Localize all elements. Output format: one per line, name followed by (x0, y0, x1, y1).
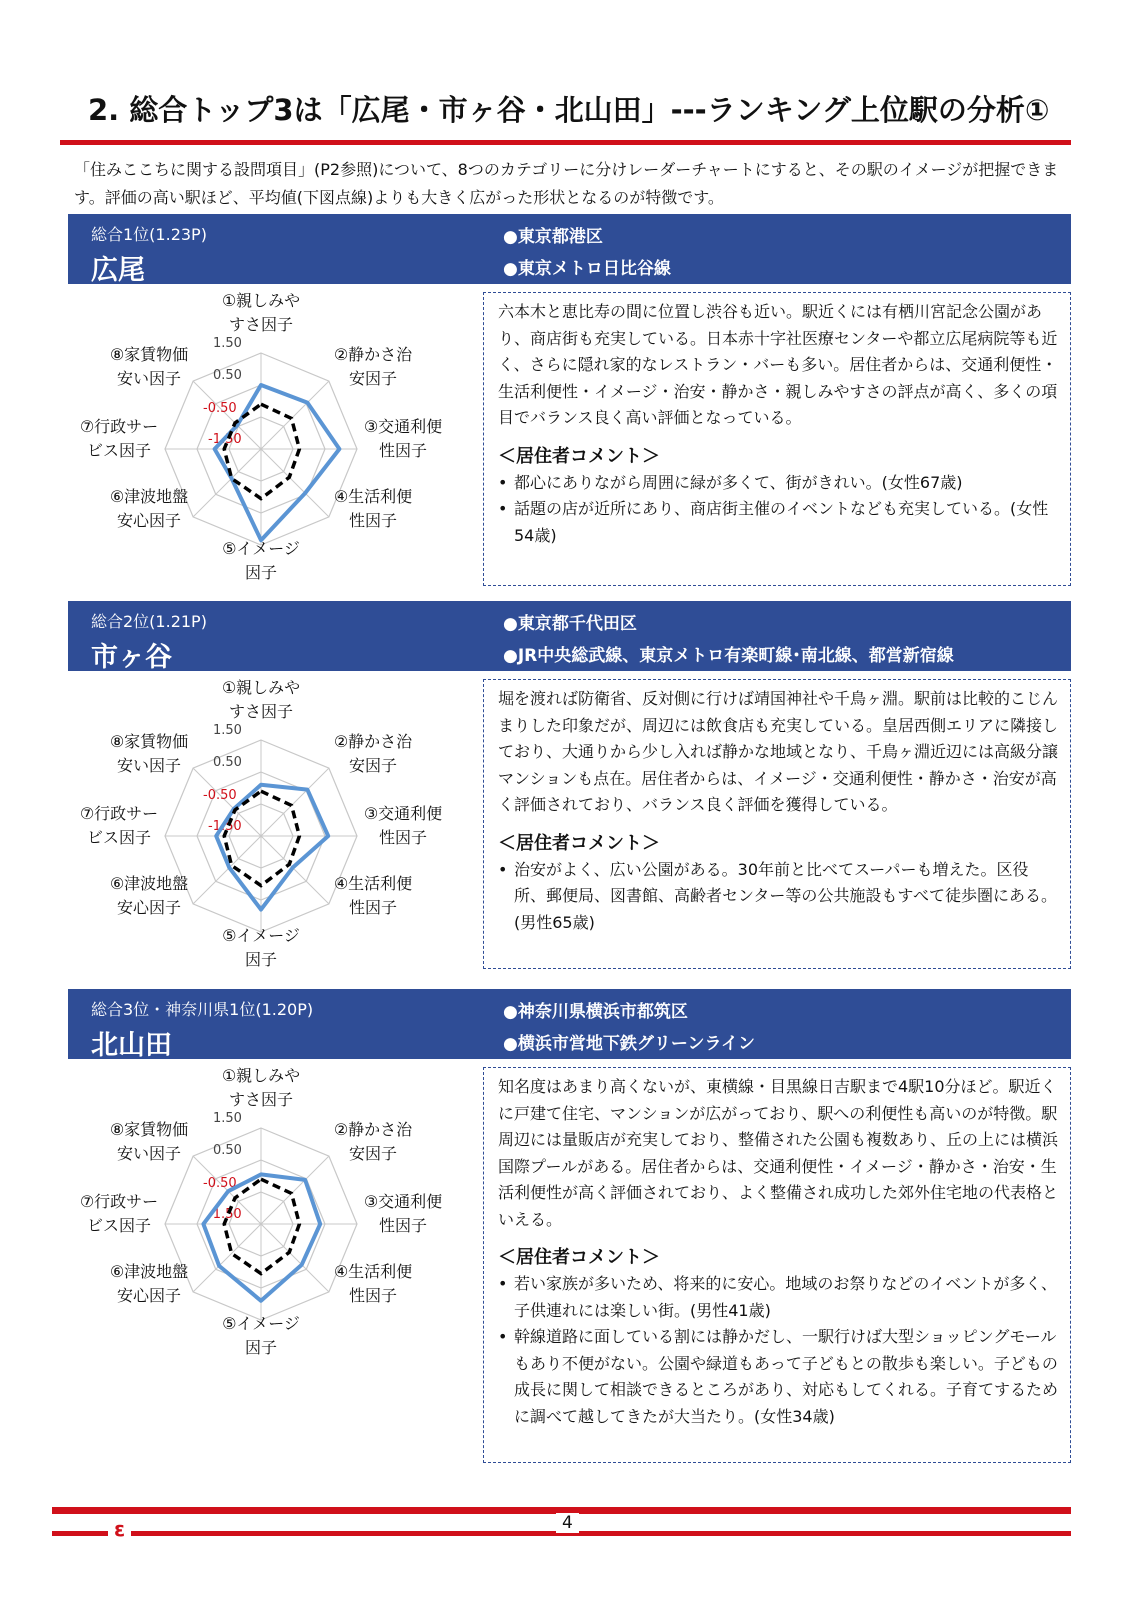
radar-axis-label: すさ因子 (228, 1090, 294, 1109)
radar-axis-label: ①親しみや (221, 1067, 301, 1085)
resident-comment-list (498, 470, 1058, 550)
radar-series-average (224, 1179, 299, 1273)
radar-axis-label: ⑤イメージ (222, 926, 300, 945)
resident-comment-heading: ＜居住者コメント＞ (498, 445, 660, 467)
radar-axis-label: ②静かさ治 (333, 1120, 413, 1139)
radar-tick-label: 0.50 (213, 755, 242, 770)
station-description: 堀を渡れば防衛省、反対側に行けば靖国神社や千鳥ヶ淵。駅前は比較的こじんまりした印象だが、周辺には飲食店も充実している。皇居西側エリアに隣接しており、大通りから少し入れば静かな地域となり、千鳥ヶ淵近辺には高級分譲マンションも点在。居住者からは、イメージ・交通利便性・静かさ・治安が高く評価されており、バランス良く評価を獲得している。 (498, 689, 1059, 814)
resident-comment-heading: ＜居住者コメント＞ (498, 1247, 660, 1268)
radar-axis-label: 性因子 (348, 898, 398, 917)
radar-axis-label: 安心因子 (116, 511, 182, 530)
station-location: ●神奈川県横浜市都筑区 (503, 1002, 688, 1022)
radar-tick-label: -0.50 (203, 401, 237, 416)
radar-chart (68, 679, 468, 989)
resident-comment: • 治安がよく、広い公園がある。30年前と比べてスーパーも増えた。区役所、郵便局、図書館、高齢者センター等の公共施設もすべて徒歩圏にある。(男性65歳) (498, 859, 1058, 932)
radar-tick-label: -0.50 (203, 1176, 237, 1191)
radar-spoke (261, 1224, 329, 1292)
radar-axis-label: ⑦行政サー (79, 804, 159, 823)
radar-axis-label: ①親しみや (221, 292, 301, 310)
radar-tick-label: 0.50 (213, 368, 242, 383)
radar-tick-label: -0.50 (203, 788, 237, 803)
radar-svg (68, 679, 468, 989)
radar-axis-label: 安因子 (348, 369, 398, 388)
radar-axis-label: 安因子 (348, 1144, 398, 1163)
radar-axis-label: ②静かさ治 (333, 345, 413, 364)
title-rule (60, 140, 1071, 145)
radar-axis-label: ⑧家賃物価 (109, 1120, 189, 1139)
radar-axis-label: ⑥津波地盤 (109, 874, 189, 893)
radar-axis-label: ビス因子 (86, 828, 152, 847)
station-name: 広尾 (91, 255, 145, 286)
radar-spoke (261, 768, 329, 836)
intro-paragraph: 「住みここちに関する設問項目」(P2参照)について、8つのカテゴリーに分けレーダーチャートにすると、その駅のイメージが把握できます。評価の高い駅ほど、平均値(下図点線)よりも大きく広がった形状となるのが特徴です。 (74, 160, 1059, 207)
radar-axis-label: ビス因子 (86, 1216, 152, 1235)
radar-axis-label: ④生活利便 (333, 487, 413, 506)
resident-comment: • 幹線道路に面している割には静かだし、一駅行けば大型ショッピングモールもあり不便がない。公園や緑道もあって子どもとの散歩も楽しい。子どもの成長に関して相談できるところがあり、対応もしてくれる。子育てするために調べて越してきたが大当たり。(女性34歳) (498, 1327, 1059, 1426)
station-name: 市ヶ谷 (91, 642, 172, 673)
radar-axis-label: 性因子 (378, 441, 428, 460)
company-logo: ε (108, 1517, 131, 1541)
radar-series-station (203, 1174, 320, 1300)
station-description-box (483, 1067, 1071, 1463)
resident-comment-list (498, 1271, 1058, 1430)
station-header-band (68, 989, 1071, 1059)
radar-axis-label: ⑤イメージ (222, 1314, 300, 1333)
radar-axis-label: ②静かさ治 (333, 732, 413, 751)
radar-axis-label: ①親しみや (221, 679, 301, 697)
radar-axis-label: ビス因子 (86, 441, 152, 460)
resident-comment-list (498, 857, 1058, 937)
radar-axis-label: 安因子 (348, 756, 398, 775)
station-rank: 総合3位・神奈川県1位(1.20P) (91, 1000, 314, 1019)
radar-axis-label: ⑧家賃物価 (109, 345, 189, 364)
radar-axis-label: ⑦行政サー (79, 1192, 159, 1211)
radar-axis-label: ④生活利便 (333, 1262, 413, 1281)
radar-chart (68, 1067, 468, 1377)
station-location: ●東京都港区 (503, 227, 603, 247)
radar-axis-label: 性因子 (348, 511, 398, 530)
station-description: 六本木と恵比寿の間に位置し渋谷も近い。駅近くには有栖川宮記念公園があり、商店街も充実している。日本赤十字社医療センターや都立広尾病院等も近く、さらに隠れ家的なレストラン・バーも多い。居住者からは、交通利便性・生活利便性・イメージ・治安・静かさ・親しみやすさの評点が高く、多くの項目でバランス良く高い評価となっている。 (498, 302, 1058, 427)
radar-axis-label: ⑧家賃物価 (109, 732, 189, 751)
station-rank: 総合1位(1.23P) (91, 225, 207, 244)
radar-tick-label: 1.50 (213, 723, 242, 738)
radar-tick-label: 0.50 (213, 1143, 242, 1158)
radar-axis-label: 安心因子 (116, 1286, 182, 1305)
radar-axis-label: 性因子 (378, 828, 428, 847)
radar-axis-label: ③交通利便 (363, 1192, 443, 1211)
radar-svg (68, 292, 468, 602)
resident-comment: • 都心にありながら周囲に緑が多くて、街がきれい。(女性67歳) (498, 472, 963, 492)
radar-tick-label: -1.50 (208, 432, 242, 447)
station-name: 北山田 (91, 1030, 172, 1061)
page-title: 2. 総合トップ3は「広尾・市ヶ谷・北山田」---ランキング上位駅の分析① (88, 93, 1050, 127)
radar-axis-label: 因子 (244, 950, 278, 969)
radar-axis-label: ⑥津波地盤 (109, 487, 189, 506)
radar-tick-label: 1.50 (213, 1111, 242, 1126)
radar-chart (68, 292, 468, 602)
radar-axis-label: 因子 (244, 563, 278, 582)
radar-axis-label: ⑦行政サー (79, 417, 159, 436)
station-rank: 総合2位(1.21P) (91, 612, 207, 631)
radar-axis-label: 性因子 (378, 1216, 428, 1235)
radar-axis-label: すさ因子 (228, 702, 294, 721)
resident-comment: • 話題の店が近所にあり、商店街主催のイベントなども充実している。(女性54歳) (498, 499, 1049, 545)
page-number: 4 (556, 1513, 579, 1533)
station-header-band (68, 214, 1071, 284)
resident-comment-heading: ＜居住者コメント＞ (498, 832, 660, 854)
station-railway-line: ●横浜市営地下鉄グリーンライン (503, 1034, 755, 1054)
radar-axis-label: すさ因子 (228, 315, 294, 334)
radar-axis-label: 安い因子 (116, 1144, 182, 1163)
radar-axis-label: ③交通利便 (363, 804, 443, 823)
radar-axis-label: ③交通利便 (363, 417, 443, 436)
station-railway-line: ●JR中央総武線、東京メトロ有楽町線･南北線、都営新宿線 (503, 646, 954, 666)
radar-tick-label: -1.50 (208, 819, 242, 834)
radar-axis-label: 因子 (244, 1338, 278, 1357)
radar-axis-label: ⑤イメージ (222, 539, 300, 558)
station-description-box (483, 679, 1071, 969)
station-header-band (68, 601, 1071, 671)
radar-svg (68, 1067, 468, 1377)
resident-comment: • 若い家族が多いため、将来的に安心。地域のお祭りなどのイベントが多く、子供連れには楽しい街。(男性41歳) (498, 1274, 1058, 1320)
radar-tick-label: 1.50 (213, 336, 242, 351)
radar-spoke (261, 381, 329, 449)
radar-axis-label: ④生活利便 (333, 874, 413, 893)
station-railway-line: ●東京メトロ日比谷線 (503, 259, 671, 279)
radar-tick-label: -1.50 (208, 1207, 242, 1222)
radar-axis-label: 性因子 (348, 1286, 398, 1305)
station-description: 知名度はあまり高くないが、東横線・目黒線日吉駅まで4駅10分ほど。駅近くに戸建て住宅、マンションが広がっており、駅への利便性も高いのが特徴。駅周辺には量販店が充実しており、整備された公園も複数あり、丘の上には横浜国際プールがある。居住者からは、交通利便性・イメージ・静かさ・治安・生活利便性が高く評価されており、よく整備され成功した郊外住宅地の代表格といえる。 (498, 1077, 1059, 1229)
radar-axis-label: 安い因子 (116, 756, 182, 775)
station-location: ●東京都千代田区 (503, 614, 637, 634)
radar-axis-label: 安い因子 (116, 369, 182, 388)
station-description-box (483, 292, 1071, 586)
radar-axis-label: ⑥津波地盤 (109, 1262, 189, 1281)
radar-axis-label: 安心因子 (116, 898, 182, 917)
